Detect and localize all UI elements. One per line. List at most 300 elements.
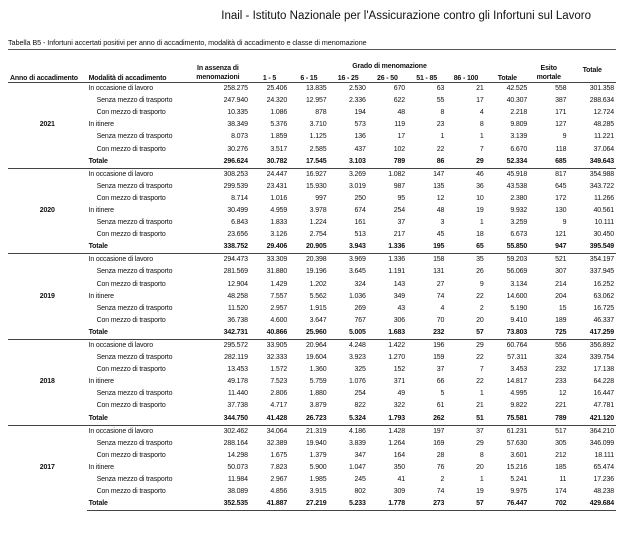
value-cell: 42.525 bbox=[486, 83, 530, 96]
table-row bbox=[8, 279, 616, 291]
modalita-cell: Con mezzo di trasporto bbox=[96, 402, 166, 410]
value-cell: 337.945 bbox=[589, 268, 614, 276]
value-cell: 1.202 bbox=[309, 280, 327, 288]
value-cell: 12.904 bbox=[227, 280, 248, 288]
header-g3: 16 - 25 bbox=[337, 75, 359, 82]
value-cell: 3.259 bbox=[510, 219, 528, 227]
value-cell: 15 bbox=[558, 304, 567, 312]
value-cell: 21.319 bbox=[289, 425, 328, 438]
table-row bbox=[8, 266, 616, 278]
value-cell: 302.462 bbox=[186, 425, 250, 438]
value-cell: 65 bbox=[476, 243, 484, 251]
value-cell: 48.285 bbox=[593, 121, 614, 129]
value-cell: 3.879 bbox=[309, 402, 327, 410]
table-row-total bbox=[8, 498, 616, 511]
value-cell: 57 bbox=[476, 328, 484, 336]
value-cell: 10.335 bbox=[227, 109, 248, 117]
value-cell: 5.190 bbox=[510, 304, 528, 312]
value-cell: 38.349 bbox=[227, 121, 248, 129]
value-cell: 1.336 bbox=[388, 243, 406, 251]
value-cell: 4.856 bbox=[270, 488, 288, 496]
header-g2: 6 - 15 bbox=[300, 75, 318, 82]
value-cell: 3.269 bbox=[328, 168, 367, 181]
value-cell: 61 bbox=[436, 402, 445, 410]
value-cell: 159 bbox=[433, 354, 445, 362]
value-cell: 32.333 bbox=[266, 354, 288, 362]
value-cell: 343.722 bbox=[589, 182, 614, 190]
value-cell: 299.539 bbox=[223, 182, 248, 190]
value-cell: 11 bbox=[559, 476, 567, 484]
value-cell: 30.450 bbox=[593, 231, 614, 239]
value-cell: 342.731 bbox=[223, 328, 248, 336]
value-cell: 26.723 bbox=[305, 414, 327, 422]
table-row bbox=[8, 339, 616, 352]
value-cell: 3.839 bbox=[348, 439, 366, 447]
header-totale-grado: Totale bbox=[497, 75, 517, 82]
value-cell: 2 bbox=[479, 304, 484, 312]
value-cell: 169 bbox=[433, 439, 445, 447]
value-cell: 1.016 bbox=[270, 194, 288, 202]
value-cell: 4 bbox=[479, 109, 484, 117]
value-cell: 49 bbox=[397, 390, 406, 398]
value-cell: 1 bbox=[440, 133, 445, 141]
header-esito: Esito mortale bbox=[536, 65, 561, 81]
modalita-cell: Totale bbox=[88, 157, 108, 165]
table-row bbox=[8, 83, 616, 96]
value-cell: 56.069 bbox=[506, 268, 528, 276]
value-cell: 22 bbox=[436, 145, 445, 153]
table-row-total bbox=[8, 327, 616, 340]
value-cell: 7 bbox=[479, 366, 484, 374]
value-cell: 50.073 bbox=[227, 463, 248, 471]
value-cell: 521 bbox=[529, 254, 568, 267]
year-cell: 2017 bbox=[8, 425, 87, 511]
value-cell: 24.320 bbox=[266, 97, 288, 105]
table-row bbox=[8, 364, 616, 376]
value-cell: 13.835 bbox=[289, 83, 328, 96]
value-cell: 41.887 bbox=[250, 498, 289, 511]
value-cell: 8.714 bbox=[231, 194, 248, 202]
value-cell: 74 bbox=[436, 292, 445, 300]
table-row bbox=[8, 376, 616, 388]
value-cell: 171 bbox=[555, 109, 567, 117]
value-cell: 6.843 bbox=[231, 219, 248, 227]
value-cell: 3.139 bbox=[510, 133, 528, 141]
value-cell: 556 bbox=[529, 339, 568, 352]
value-cell: 371 bbox=[393, 378, 406, 386]
value-cell: 3.943 bbox=[348, 243, 366, 251]
value-cell: 3 bbox=[440, 219, 445, 227]
value-cell: 45.918 bbox=[486, 168, 530, 181]
value-cell: 37 bbox=[436, 366, 445, 374]
modalita-cell: In itinere bbox=[88, 463, 114, 471]
value-cell: 5.562 bbox=[309, 292, 327, 300]
value-cell: 3.019 bbox=[348, 182, 366, 190]
value-cell: 4.995 bbox=[510, 390, 528, 398]
value-cell: 9.975 bbox=[510, 488, 528, 496]
value-cell: 685 bbox=[555, 157, 567, 165]
value-cell: 13.453 bbox=[227, 366, 248, 374]
value-cell: 16.725 bbox=[593, 304, 614, 312]
value-cell: 288.164 bbox=[223, 439, 248, 447]
value-cell: 232 bbox=[555, 366, 567, 374]
value-cell: 65.474 bbox=[593, 463, 614, 471]
table-row bbox=[8, 95, 616, 107]
value-cell: 30.276 bbox=[227, 145, 248, 153]
value-cell: 622 bbox=[393, 97, 406, 105]
value-cell: 258.275 bbox=[186, 83, 250, 96]
value-cell: 4.186 bbox=[328, 425, 367, 438]
value-cell: 57.311 bbox=[507, 354, 528, 362]
value-cell: 8.073 bbox=[231, 133, 248, 141]
modalita-cell: Senza mezzo di trasporto bbox=[96, 390, 173, 398]
value-cell: 195 bbox=[433, 243, 445, 251]
value-cell: 197 bbox=[407, 425, 446, 438]
value-cell: 4.600 bbox=[270, 316, 288, 324]
value-cell: 817 bbox=[529, 168, 568, 181]
value-cell: 5.233 bbox=[328, 498, 367, 511]
value-cell: 9.809 bbox=[510, 121, 528, 129]
header-grado: Grado di menomazione bbox=[352, 63, 427, 70]
value-cell: 12.957 bbox=[305, 97, 327, 105]
value-cell: 221 bbox=[555, 402, 567, 410]
value-cell: 2.530 bbox=[328, 83, 367, 96]
value-cell: 2.336 bbox=[348, 97, 366, 105]
value-cell: 172 bbox=[555, 194, 567, 202]
value-cell: 16.927 bbox=[289, 168, 328, 181]
value-cell: 670 bbox=[368, 83, 407, 96]
value-cell: 5.376 bbox=[270, 121, 288, 129]
value-cell: 308.253 bbox=[186, 168, 250, 181]
value-cell: 309 bbox=[393, 488, 406, 496]
value-cell: 2.806 bbox=[270, 390, 288, 398]
value-cell: 158 bbox=[407, 254, 446, 267]
value-cell: 60.764 bbox=[486, 339, 530, 352]
value-cell: 1.985 bbox=[309, 476, 327, 484]
value-cell: 185 bbox=[555, 463, 567, 471]
value-cell: 421.120 bbox=[589, 414, 614, 422]
modalita-cell: In occasione di lavoro bbox=[87, 425, 186, 438]
year-cell: 2018 bbox=[8, 339, 87, 425]
value-cell: 5.241 bbox=[510, 476, 528, 484]
modalita-cell: In itinere bbox=[88, 206, 114, 214]
caption-divider bbox=[8, 49, 616, 50]
value-cell: 19 bbox=[476, 206, 484, 214]
value-cell: 22 bbox=[476, 378, 484, 386]
header-anno: Anno di accadimento bbox=[10, 75, 78, 82]
value-cell: 517 bbox=[529, 425, 568, 438]
value-cell: 47.781 bbox=[593, 402, 614, 410]
value-cell: 19.940 bbox=[305, 439, 327, 447]
value-cell: 217 bbox=[393, 231, 406, 239]
value-cell: 573 bbox=[354, 121, 366, 129]
value-cell: 789 bbox=[555, 414, 567, 422]
table-row bbox=[8, 450, 616, 462]
modalita-cell: Totale bbox=[88, 414, 108, 422]
value-cell: 22 bbox=[476, 354, 484, 362]
value-cell: 4.248 bbox=[328, 339, 367, 352]
table-row bbox=[8, 462, 616, 474]
value-cell: 346.099 bbox=[589, 439, 614, 447]
value-cell: 350 bbox=[393, 463, 406, 471]
modalita-cell: Con mezzo di trasporto bbox=[96, 231, 166, 239]
value-cell: 189 bbox=[555, 316, 567, 324]
value-cell: 45 bbox=[436, 231, 445, 239]
value-cell: 34.064 bbox=[250, 425, 289, 438]
value-cell: 27 bbox=[436, 280, 445, 288]
value-cell: 17 bbox=[397, 133, 406, 141]
modalita-cell: Con mezzo di trasporto bbox=[96, 145, 166, 153]
table-row bbox=[8, 400, 616, 412]
value-cell: 307 bbox=[555, 268, 567, 276]
value-cell: 1.572 bbox=[270, 366, 288, 374]
value-cell: 5.324 bbox=[348, 414, 366, 422]
value-cell: 387 bbox=[555, 97, 567, 105]
value-cell: 1.125 bbox=[309, 133, 327, 141]
value-cell: 702 bbox=[529, 498, 568, 511]
value-cell: 9 bbox=[479, 280, 484, 288]
value-cell: 301.358 bbox=[568, 83, 616, 96]
table-row bbox=[8, 229, 616, 241]
value-cell: 2.967 bbox=[270, 476, 288, 484]
value-cell: 1.880 bbox=[309, 390, 327, 398]
value-cell: 48 bbox=[397, 109, 406, 117]
table-row bbox=[8, 388, 616, 400]
value-cell: 27.219 bbox=[289, 498, 328, 511]
modalita-cell: Con mezzo di trasporto bbox=[96, 280, 166, 288]
value-cell: 1.793 bbox=[388, 414, 406, 422]
value-cell: 3.915 bbox=[309, 488, 327, 496]
value-cell: 127 bbox=[555, 121, 567, 129]
table-row bbox=[8, 315, 616, 327]
value-cell: 3.103 bbox=[348, 157, 366, 165]
value-cell: 364.210 bbox=[568, 425, 616, 438]
value-cell: 3.601 bbox=[510, 451, 528, 459]
value-cell: 66 bbox=[436, 378, 445, 386]
value-cell: 1.833 bbox=[270, 219, 288, 227]
table-row bbox=[8, 438, 616, 450]
table-row bbox=[8, 303, 616, 315]
table-header bbox=[8, 58, 616, 83]
value-cell: 41.428 bbox=[266, 414, 288, 422]
modalita-cell: Senza mezzo di trasporto bbox=[96, 219, 173, 227]
value-cell: 64.228 bbox=[593, 378, 614, 386]
value-cell: 1.036 bbox=[348, 292, 366, 300]
value-cell: 4.959 bbox=[270, 206, 288, 214]
value-cell: 3.647 bbox=[309, 316, 327, 324]
value-cell: 2.754 bbox=[309, 231, 327, 239]
table-row-total bbox=[8, 413, 616, 426]
header-g1: 1 - 5 bbox=[262, 75, 277, 82]
modalita-cell: Senza mezzo di trasporto bbox=[96, 476, 173, 484]
value-cell: 1.429 bbox=[270, 280, 288, 288]
value-cell: 49.178 bbox=[227, 378, 248, 386]
value-cell: 10 bbox=[476, 194, 484, 202]
value-cell: 3.134 bbox=[510, 280, 528, 288]
table-row-total bbox=[8, 241, 616, 254]
value-cell: 40.866 bbox=[266, 328, 288, 336]
value-cell: 21 bbox=[476, 402, 484, 410]
value-cell: 14.817 bbox=[506, 378, 528, 386]
value-cell: 11.440 bbox=[227, 390, 248, 398]
value-cell: 5.900 bbox=[309, 463, 327, 471]
value-cell: 59.203 bbox=[486, 254, 530, 267]
modalita-cell: In itinere bbox=[88, 378, 114, 386]
value-cell: 32.389 bbox=[266, 439, 288, 447]
value-cell: 74 bbox=[436, 488, 445, 496]
value-cell: 194 bbox=[354, 109, 366, 117]
value-cell: 1 bbox=[479, 219, 484, 227]
value-cell: 18.111 bbox=[594, 451, 614, 459]
value-cell: 2 bbox=[440, 476, 445, 484]
modalita-cell: Senza mezzo di trasporto bbox=[96, 439, 173, 447]
value-cell: 352.535 bbox=[186, 498, 250, 511]
value-cell: 20 bbox=[476, 316, 484, 324]
modalita-cell: Con mezzo di trasporto bbox=[96, 488, 166, 496]
modalita-cell: Con mezzo di trasporto bbox=[96, 194, 166, 202]
value-cell: 16.447 bbox=[593, 390, 614, 398]
value-cell: 349 bbox=[393, 292, 406, 300]
value-cell: 15.930 bbox=[305, 182, 327, 190]
header-g5: 51 - 85 bbox=[416, 75, 438, 82]
value-cell: 2.585 bbox=[309, 145, 327, 153]
value-cell: 118 bbox=[555, 145, 567, 153]
value-cell: 48.258 bbox=[227, 292, 248, 300]
value-cell: 3.126 bbox=[270, 231, 288, 239]
value-cell: 48 bbox=[436, 206, 445, 214]
modalita-cell: Con mezzo di trasporto bbox=[96, 366, 166, 374]
value-cell: 37 bbox=[446, 425, 485, 438]
value-cell: 997 bbox=[315, 194, 327, 202]
value-cell: 12 bbox=[558, 390, 567, 398]
value-cell: 143 bbox=[393, 280, 406, 288]
table-row bbox=[8, 291, 616, 303]
value-cell: 9.822 bbox=[510, 402, 528, 410]
table-row bbox=[8, 193, 616, 205]
value-cell: 12.724 bbox=[593, 109, 614, 117]
value-cell: 20 bbox=[476, 463, 484, 471]
value-cell: 645 bbox=[555, 182, 567, 190]
value-cell: 35 bbox=[446, 254, 485, 267]
value-cell: 347 bbox=[354, 451, 366, 459]
value-cell: 11.221 bbox=[594, 133, 614, 141]
value-cell: 37 bbox=[397, 219, 406, 227]
value-cell: 174 bbox=[555, 488, 567, 496]
value-cell: 429.684 bbox=[568, 498, 616, 511]
value-cell: 121 bbox=[555, 231, 567, 239]
value-cell: 3.710 bbox=[309, 121, 327, 129]
value-cell: 437 bbox=[354, 145, 366, 153]
year-cell: 2019 bbox=[8, 254, 87, 340]
value-cell: 11.984 bbox=[227, 476, 248, 484]
value-cell: 254 bbox=[393, 206, 406, 214]
header-totale: Totale bbox=[582, 66, 602, 74]
value-cell: 1.915 bbox=[309, 304, 327, 312]
value-cell: 1.336 bbox=[368, 254, 407, 267]
modalita-cell: In itinere bbox=[88, 121, 114, 129]
value-cell: 16.252 bbox=[593, 280, 614, 288]
value-cell: 7.823 bbox=[270, 463, 288, 471]
modalita-cell: Totale bbox=[88, 328, 108, 336]
value-cell: 46.337 bbox=[593, 316, 614, 324]
modalita-cell: Senza mezzo di trasporto bbox=[96, 354, 173, 362]
value-cell: 324 bbox=[555, 354, 567, 362]
table-body bbox=[8, 83, 616, 511]
value-cell: 7 bbox=[479, 145, 484, 153]
value-cell: 86 bbox=[436, 157, 445, 165]
value-cell: 269 bbox=[354, 304, 366, 312]
value-cell: 48.238 bbox=[593, 488, 614, 496]
value-cell: 23.656 bbox=[227, 231, 248, 239]
value-cell: 339.754 bbox=[589, 354, 614, 362]
value-cell: 18 bbox=[476, 231, 484, 239]
value-cell: 7.523 bbox=[270, 378, 288, 386]
value-cell: 1.191 bbox=[388, 268, 406, 276]
value-cell: 3.923 bbox=[348, 354, 366, 362]
value-cell: 674 bbox=[354, 206, 366, 214]
value-cell: 29 bbox=[446, 339, 485, 352]
value-cell: 987 bbox=[393, 182, 406, 190]
value-cell: 8 bbox=[479, 451, 484, 459]
modalita-cell: In occasione di lavoro bbox=[87, 83, 186, 96]
value-cell: 20.398 bbox=[289, 254, 328, 267]
modalita-cell: Senza mezzo di trasporto bbox=[96, 133, 173, 141]
value-cell: 4.717 bbox=[270, 402, 288, 410]
value-cell: 36.738 bbox=[227, 316, 248, 324]
value-cell: 21 bbox=[446, 83, 485, 96]
value-cell: 17.545 bbox=[305, 157, 327, 165]
value-cell: 354.988 bbox=[568, 168, 616, 181]
value-cell: 57 bbox=[446, 498, 485, 511]
value-cell: 46 bbox=[446, 168, 485, 181]
value-cell: 306 bbox=[393, 316, 406, 324]
value-cell: 7.557 bbox=[270, 292, 288, 300]
value-cell: 15.216 bbox=[506, 463, 528, 471]
value-cell: 12 bbox=[436, 194, 445, 202]
value-cell: 29 bbox=[476, 157, 484, 165]
value-cell: 1.683 bbox=[388, 328, 406, 336]
value-cell: 232 bbox=[433, 328, 445, 336]
value-cell: 3.517 bbox=[270, 145, 288, 153]
header-assenza: In assenza di menomazioni bbox=[196, 65, 240, 81]
value-cell: 822 bbox=[354, 402, 366, 410]
value-cell: 2.218 bbox=[510, 109, 528, 117]
modalita-cell: In occasione di lavoro bbox=[87, 254, 186, 267]
modalita-cell: Totale bbox=[87, 498, 186, 511]
value-cell: 5.005 bbox=[348, 328, 366, 336]
value-cell: 789 bbox=[393, 157, 406, 165]
value-cell: 40.307 bbox=[506, 97, 528, 105]
value-cell: 2.957 bbox=[270, 304, 288, 312]
value-cell: 6.673 bbox=[510, 231, 528, 239]
table-row bbox=[8, 119, 616, 131]
table-row bbox=[8, 107, 616, 119]
value-cell: 245 bbox=[354, 476, 366, 484]
value-cell: 161 bbox=[354, 219, 366, 227]
table-row bbox=[8, 168, 616, 181]
value-cell: 63 bbox=[407, 83, 446, 96]
value-cell: 26 bbox=[476, 268, 484, 276]
value-cell: 1.422 bbox=[368, 339, 407, 352]
value-cell: 76 bbox=[436, 463, 445, 471]
value-cell: 1 bbox=[479, 390, 484, 398]
modalita-cell: Con mezzo di trasporto bbox=[96, 451, 166, 459]
value-cell: 17.138 bbox=[593, 366, 614, 374]
value-cell: 31.880 bbox=[266, 268, 288, 276]
value-cell: 55.850 bbox=[506, 243, 528, 251]
modalita-cell: Senza mezzo di trasporto bbox=[96, 97, 173, 105]
value-cell: 282.119 bbox=[224, 354, 248, 362]
